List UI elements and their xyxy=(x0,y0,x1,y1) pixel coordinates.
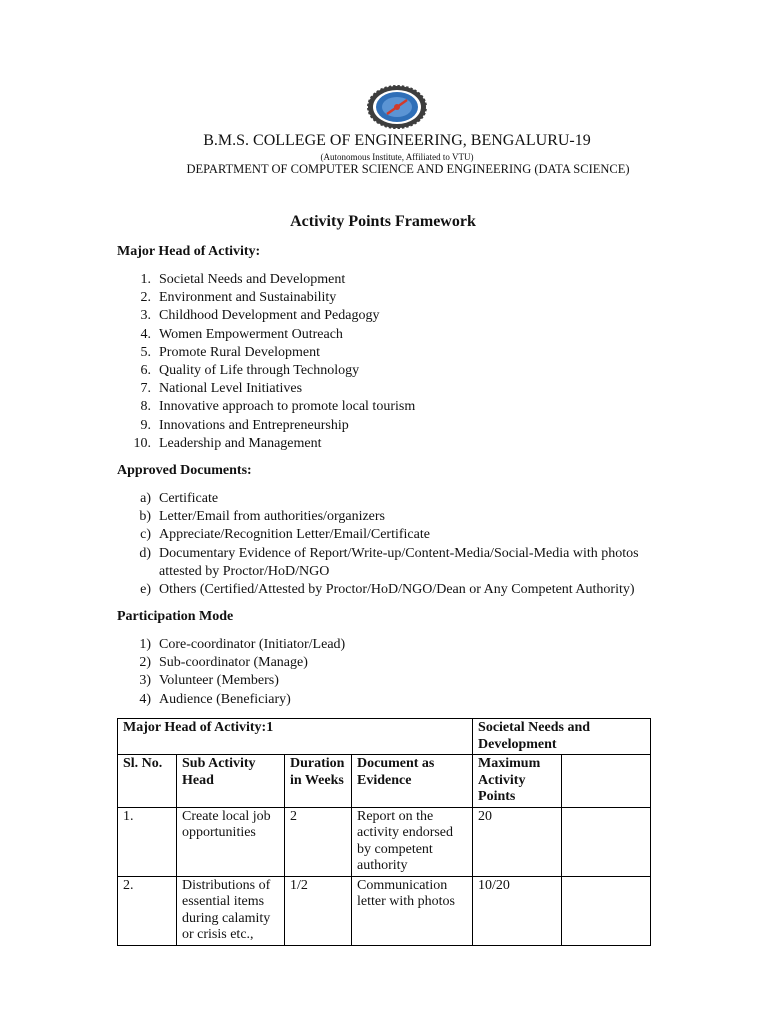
table-cell: Communication letter with photos xyxy=(352,876,473,945)
list-item: c) Appreciate/Recognition Letter/Email/Certificate xyxy=(140,527,430,543)
list-item: 8. Innovative approach to promote local tourism xyxy=(140,399,416,415)
list-item: 5. Promote Rural Development xyxy=(140,344,320,360)
college-seal-icon xyxy=(365,84,429,130)
department-name: DEPARTMENT OF COMPUTER SCIENCE AND ENGINEERING (DATA SCIENCE) xyxy=(186,162,630,176)
table-cell: 1/2 xyxy=(285,876,352,945)
approved-documents-list xyxy=(117,490,647,599)
table-cell: 20 xyxy=(473,807,562,876)
list-item: d) Documentary Evidence of Report/Write-up/Content-Media/Social-Media with photos attested by Proctor/HoD/NGO xyxy=(139,545,639,579)
list-item: 4. Women Empowerment Outreach xyxy=(140,326,343,342)
column-header: Sub Activity Head xyxy=(177,755,285,808)
list-item: b) Letter/Email from authorities/organizers xyxy=(139,509,385,525)
list-item: 1. Societal Needs and Development xyxy=(140,272,346,287)
list-item: a) Certificate xyxy=(140,491,219,506)
table-row xyxy=(118,876,651,945)
table-cell: 10/20 xyxy=(473,876,562,945)
table-row xyxy=(118,807,651,876)
table-cell xyxy=(562,876,651,945)
major-head-value: Societal Needs and Development xyxy=(473,719,651,755)
college-logo xyxy=(365,84,429,130)
column-header: Maximum Activity Points xyxy=(473,755,562,808)
list-item: 1) Core-coordinator (Initiator/Lead) xyxy=(139,637,346,652)
column-header xyxy=(562,755,651,808)
list-item: 9. Innovations and Entrepreneurship xyxy=(140,417,349,433)
table-cell: 2 xyxy=(285,807,352,876)
approved-documents-heading: Approved Documents: xyxy=(117,463,252,478)
activity-table xyxy=(117,718,651,946)
list-item: 7. National Level Initiatives xyxy=(140,381,303,397)
table-cell: Distributions of essential items during calamity or crisis etc., xyxy=(177,876,285,945)
table-cell: 2. xyxy=(118,876,177,945)
column-header: Document as Evidence xyxy=(352,755,473,808)
major-heads-heading: Major Head of Activity: xyxy=(117,244,261,259)
table-cell: Create local job opportunities xyxy=(177,807,285,876)
college-name: B.M.S. COLLEGE OF ENGINEERING, BENGALURU-19 xyxy=(203,132,591,149)
table-cell: 1. xyxy=(118,807,177,876)
table-head-row xyxy=(118,719,651,755)
participation-mode-list xyxy=(117,636,345,709)
table-cell xyxy=(562,807,651,876)
major-heads-list xyxy=(117,271,415,453)
table-header-row xyxy=(118,755,651,808)
major-head-label: Major Head of Activity:1 xyxy=(118,719,473,755)
list-item: 2. Environment and Sustainability xyxy=(140,290,337,306)
list-item: 2) Sub-coordinator (Manage) xyxy=(139,655,308,671)
list-item: 10. Leadership and Management xyxy=(133,435,322,451)
list-item: 3. Childhood Development and Pedagogy xyxy=(140,308,380,324)
list-item: 4) Audience (Beneficiary) xyxy=(139,691,291,707)
column-header: Sl. No. xyxy=(118,755,177,808)
list-item: e) Others (Certified/Attested by Proctor/HoD/NGO/Dean or Any Competent Authority) xyxy=(140,581,635,597)
table-cell: Report on the activity endorsed by competent authority xyxy=(352,807,473,876)
affiliation-note: (Autonomous Institute, Affiliated to VTU) xyxy=(320,152,474,162)
column-header: Duration in Weeks xyxy=(285,755,352,808)
list-item: 6. Quality of Life through Technology xyxy=(140,362,360,378)
participation-mode-heading: Participation Mode xyxy=(117,609,234,624)
list-item: 3) Volunteer (Members) xyxy=(139,673,279,689)
document-title: Activity Points Framework xyxy=(290,213,476,230)
